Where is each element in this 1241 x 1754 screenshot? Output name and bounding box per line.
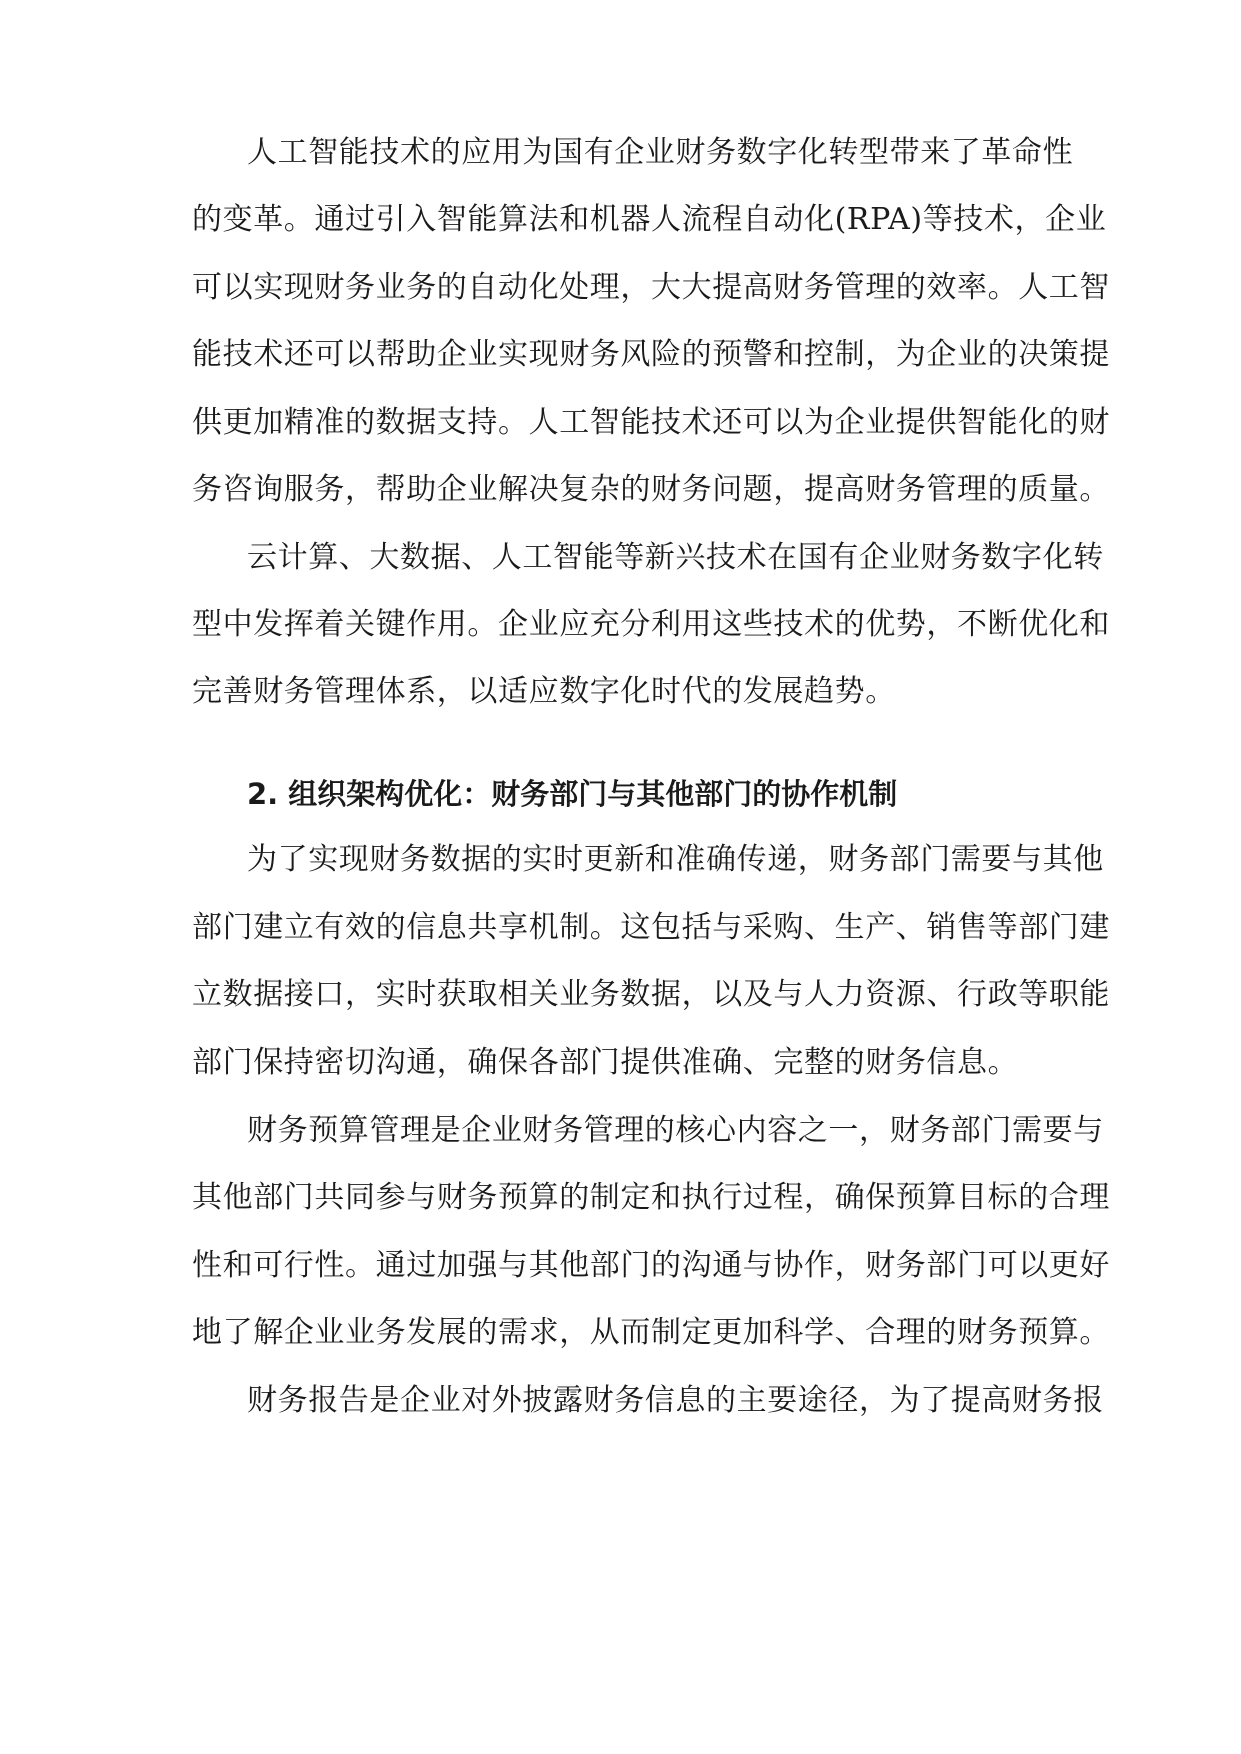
paragraph-5-line-1: 财务报告是企业对外披露财务信息的主要途径，为了提高财务报 bbox=[247, 1383, 1104, 1418]
paragraph-2-line-3: 完善财务管理体系，以适应数字化时代的发展趋势。 bbox=[192, 674, 896, 709]
paragraph-2-line-2: 型中发挥着关键作用。企业应充分利用这些技术的优势，不断优化和 bbox=[192, 607, 1110, 642]
paragraph-3-line-2: 部门建立有效的信息共享机制。这包括与采购、生产、销售等部门建 bbox=[192, 910, 1110, 945]
paragraph-1-line-1: 人工智能技术的应用为国有企业财务数字化转型带来了革命性 bbox=[247, 135, 1074, 170]
paragraph-1-line-4: 能技术还可以帮助企业实现财务风险的预警和控制，为企业的决策提 bbox=[192, 337, 1110, 372]
paragraph-4-line-3: 性和可行性。通过加强与其他部门的沟通与协作，财务部门可以更好 bbox=[192, 1248, 1110, 1283]
paragraph-4-line-4: 地了解企业业务发展的需求，从而制定更加科学、合理的财务预算。 bbox=[192, 1315, 1110, 1350]
paragraph-2-line-1: 云计算、大数据、人工智能等新兴技术在国有企业财务数字化转 bbox=[247, 540, 1104, 575]
paragraph-1-line-2: 的变革。通过引入智能算法和机器人流程自动化(RPA)等技术，企业 bbox=[192, 202, 1107, 237]
paragraph-3-line-3: 立数据接口，实时获取相关业务数据，以及与人力资源、行政等职能 bbox=[192, 977, 1110, 1012]
paragraph-4-line-2: 其他部门共同参与财务预算的制定和执行过程，确保预算目标的合理 bbox=[192, 1180, 1110, 1215]
paragraph-3-line-4: 部门保持密切沟通，确保各部门提供准确、完整的财务信息。 bbox=[192, 1045, 1019, 1080]
section-heading: 2. 组织架构优化：财务部门与其他部门的协作机制 bbox=[247, 777, 898, 811]
paragraph-1-line-5: 供更加精准的数据支持。人工智能技术还可以为企业提供智能化的财 bbox=[192, 405, 1110, 440]
paragraph-1-line-6: 务咨询服务，帮助企业解决复杂的财务问题，提高财务管理的质量。 bbox=[192, 472, 1110, 507]
paragraph-3-line-1: 为了实现财务数据的实时更新和准确传递，财务部门需要与其他 bbox=[247, 842, 1104, 877]
paragraph-4-line-1: 财务预算管理是企业财务管理的核心内容之一，财务部门需要与 bbox=[247, 1113, 1104, 1148]
paragraph-1-line-3: 可以实现财务业务的自动化处理，大大提高财务管理的效率。人工智 bbox=[192, 270, 1110, 305]
